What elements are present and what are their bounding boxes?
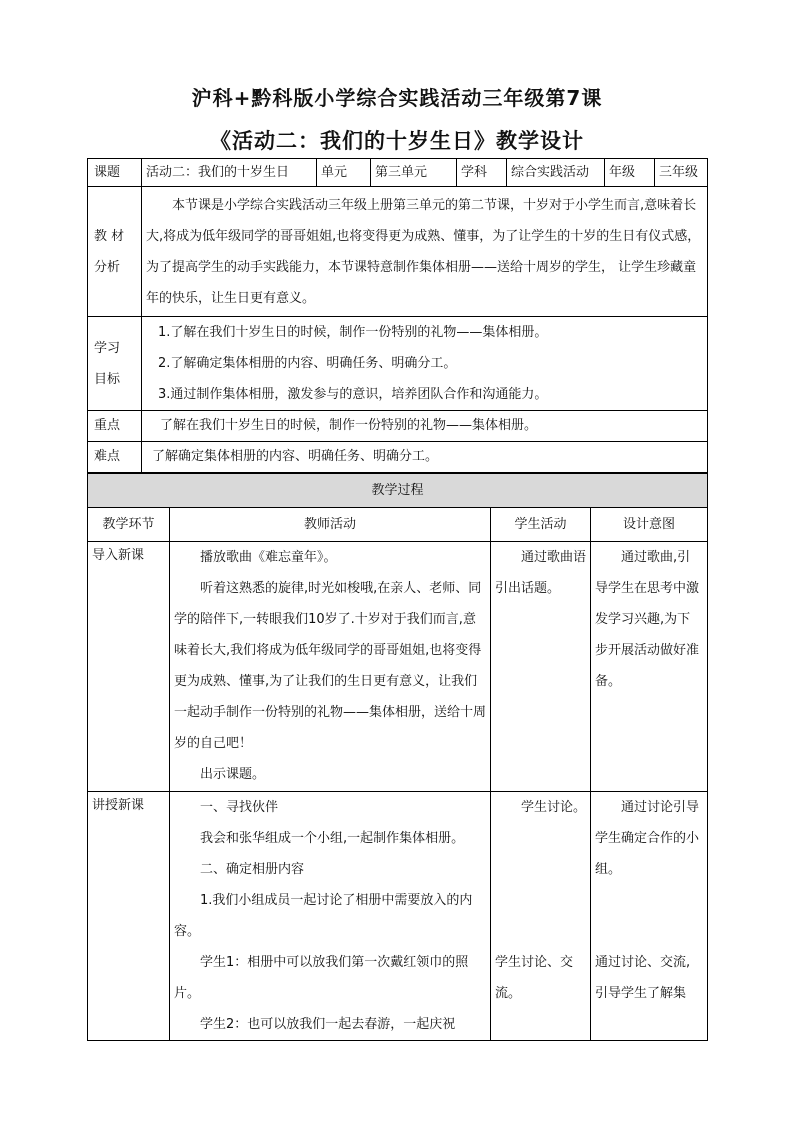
difficulty-label: 难点 xyxy=(88,442,142,473)
intro-row xyxy=(88,542,708,792)
topic-label: 课题 xyxy=(88,159,142,187)
subject-value: 综合实践活动 xyxy=(507,159,605,187)
goals-label xyxy=(88,317,142,411)
lesson-row xyxy=(88,792,708,1041)
unit-value: 第三单元 xyxy=(371,159,457,187)
goals-label-b: 目标 xyxy=(94,371,121,387)
grade-value: 三年级 xyxy=(655,159,708,187)
teaching-process-table xyxy=(87,473,708,1041)
analysis-row xyxy=(88,187,708,317)
teacher-paragraph: 听着这熟悉的旋律,时光如梭哦,在亲人、老师、同学的陪伴下,一转眼我们10岁了.十岁对于我们而言,意味着长大,我们将成为低年级同学的哥哥姐姐,也将变得更为成熟、懂事,为了让我们的生日更有意义，让我们一起动手制作一份特别的礼物——集体相册，送给十周岁的自己吧！ xyxy=(174,581,487,751)
column-header-student: 学生活动 xyxy=(491,508,591,542)
goal-item: 1.了解在我们十岁生日的时候，制作一份特别的礼物——集体相册。 xyxy=(158,325,548,340)
unit-label: 单元 xyxy=(317,159,371,187)
key-point-label: 重点 xyxy=(88,411,142,442)
difficulty-text: 了解确定集体相册的内容、明确任务、明确分工。 xyxy=(142,442,708,473)
subject-label: 学科 xyxy=(457,159,507,187)
teacher-paragraph: 二、确定相册内容 xyxy=(200,862,305,877)
student-activity: 学生讨论。 xyxy=(521,800,587,815)
lesson-intent-cell xyxy=(591,792,708,1041)
design-intent: 通过讨论引导学生确定合作的小组。 xyxy=(595,800,700,877)
student-activity: 通过歌曲语引出话题。 xyxy=(495,550,587,596)
student-activity: 学生讨论、交流。 xyxy=(495,955,574,1001)
process-column-headers xyxy=(88,508,708,542)
teacher-paragraph: 播放歌曲《难忘童年》。 xyxy=(200,550,337,565)
column-header-intent: 设计意图 xyxy=(591,508,708,542)
teacher-paragraph: 学生1：相册中可以放我们第一次戴红领巾的照片。 xyxy=(174,955,469,1001)
teacher-paragraph: 出示课题。 xyxy=(200,767,266,782)
lesson-student-cell xyxy=(491,792,591,1041)
topic-value: 活动二：我们的十岁生日 xyxy=(142,159,317,187)
teacher-paragraph: 学生2：也可以放我们一起去春游，一起庆祝 xyxy=(200,1017,456,1032)
intro-intent-cell xyxy=(591,542,708,792)
teacher-paragraph: 1.我们小组成员一起讨论了相册中需要放入的内容。 xyxy=(174,893,473,939)
analysis-label-b: 分析 xyxy=(94,259,121,275)
intro-stage: 导入新课 xyxy=(88,542,170,792)
document-title-line1: 沪科+黔科版小学综合实践活动三年级第7课 xyxy=(191,86,603,110)
key-point-text: 了解在我们十岁生日的时候，制作一份特别的礼物——集体相册。 xyxy=(142,411,708,442)
lesson-stage: 讲授新课 xyxy=(88,792,170,1041)
goals-label-a: 学习 xyxy=(94,340,121,356)
grade-label: 年级 xyxy=(605,159,655,187)
teacher-paragraph: 我会和张华组成一个小组,一起制作集体相册。 xyxy=(200,831,465,846)
document-title-line2: 《活动二：我们的十岁生日》教学设计 xyxy=(210,129,584,153)
analysis-text-cell xyxy=(142,187,708,317)
analysis-label-a: 教 材 xyxy=(94,228,125,244)
info-row xyxy=(88,159,708,187)
design-intent: 通过歌曲,引导学生在思考中激发学习兴趣,为下步开展活动做好准备。 xyxy=(595,550,700,689)
intro-teacher-cell xyxy=(170,542,491,792)
difficulty-row xyxy=(88,442,708,473)
analysis-text: 本节课是小学综合实践活动三年级上册第三单元的第二节课，十岁对于小学生而言,意味着长大,将成为低年级同学的哥哥姐姐,也将变得更为成熟、懂事，为了让学生的十岁的生日有仪式感，为了提高学生的动手实践能力，本节课特意制作集体相册——送给十周岁的学生， 让学生珍藏童年的快乐，让生日更有意义。 xyxy=(146,197,701,306)
goals-cell xyxy=(142,317,708,411)
column-header-teacher: 教师活动 xyxy=(170,508,491,542)
process-heading: 教学过程 xyxy=(88,474,708,508)
lesson-info-table xyxy=(87,158,708,473)
intro-student-cell xyxy=(491,542,591,792)
goal-item: 2.了解确定集体相册的内容、明确任务、明确分工。 xyxy=(158,356,457,371)
key-point-row xyxy=(88,411,708,442)
column-header-stage: 教学环节 xyxy=(88,508,170,542)
teacher-paragraph: 一、寻找伙伴 xyxy=(200,800,279,815)
analysis-label xyxy=(88,187,142,317)
design-intent: 通过讨论、交流,引导学生了解集 xyxy=(595,955,691,1001)
goals-row xyxy=(88,317,708,411)
lesson-teacher-cell xyxy=(170,792,491,1041)
goal-item: 3.通过制作集体相册，激发参与的意识，培养团队合作和沟通能力。 xyxy=(158,387,548,402)
